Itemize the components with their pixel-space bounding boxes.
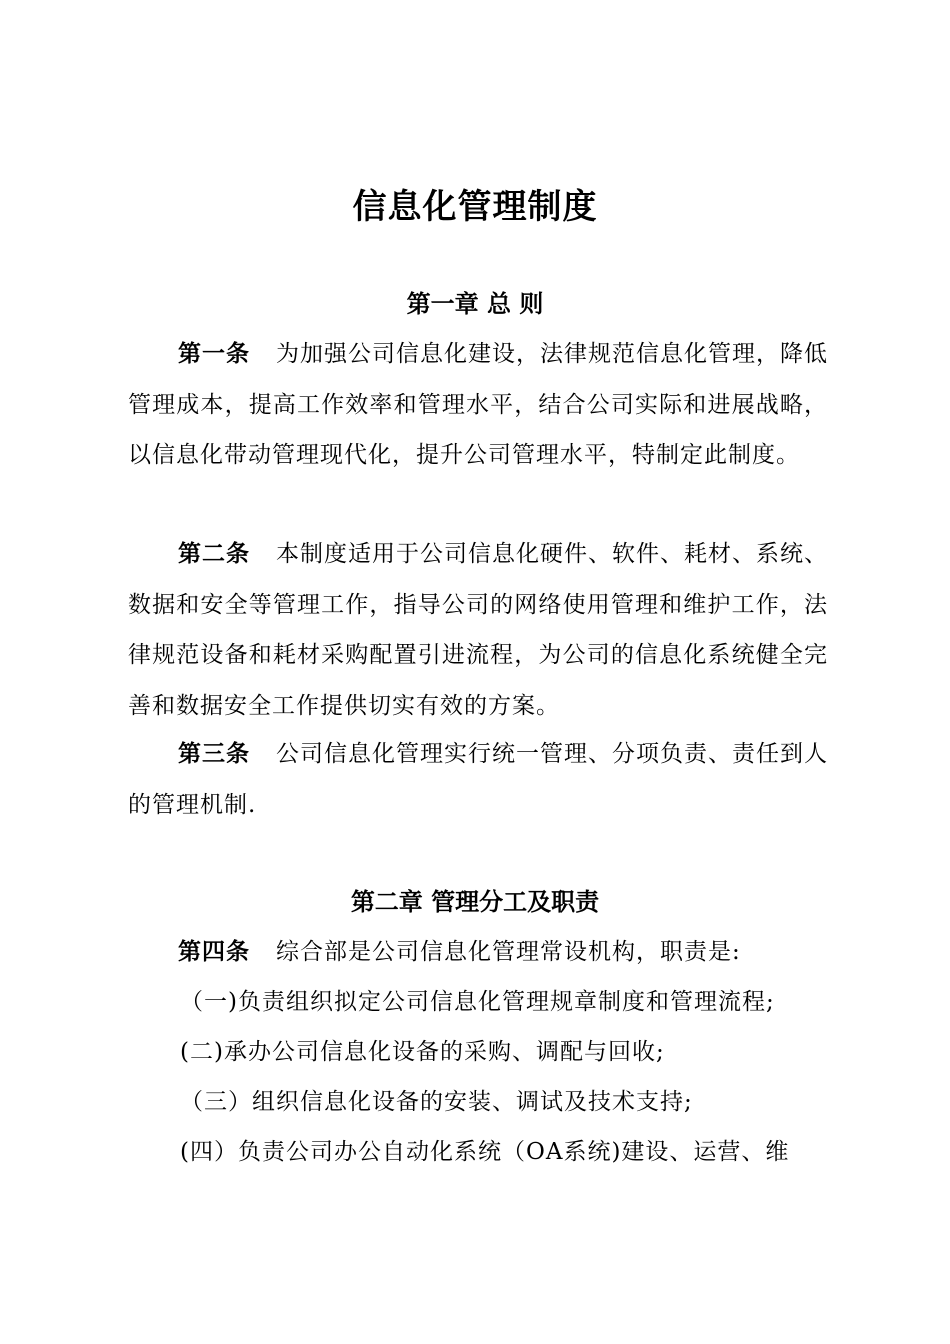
- article-text: 本制度适用于公司信息化硬件、软件、耗材、系统、数据和安全等管理工作，指导公司的网络使用管理和维护工作，法律规范设备和耗材采购配置引进流程，为公司的信息化系统健全完善和数据安全工作提供切实有效的方案。: [128, 541, 828, 719]
- article-label: 第二条: [178, 541, 250, 567]
- article-4: [128, 927, 828, 978]
- article-2: [128, 529, 828, 731]
- chapter-heading-2: 第二章 管理分工及职责: [350, 888, 600, 916]
- list-item: （一)负责组织拟定公司信息化管理规章制度和管理流程;: [180, 989, 775, 1015]
- list-item: (二)承办公司信息化设备的采购、调配与回收;: [180, 1039, 665, 1065]
- article-1: [128, 329, 828, 481]
- article-text: 为加强公司信息化建设，法律规范信息化管理，降低管理成本，提高工作效率和管理水平，结合公司实际和进展战略，以信息化带动管理现代化，提升公司管理水平，特制定此制度。: [128, 341, 828, 468]
- article-label: 第一条: [178, 341, 250, 367]
- article-3: [128, 729, 828, 830]
- article-text: 公司信息化管理实行统一管理、分项负责、责任到人的管理机制.: [128, 741, 828, 818]
- list-item: (四）负责公司办公自动化系统（OA系统)建设、运营、维: [180, 1139, 790, 1165]
- article-text: 综合部是公司信息化管理常设机构，职责是:: [276, 939, 741, 965]
- list-item: （三）组织信息化设备的安装、调试及技术支持;: [180, 1089, 693, 1115]
- chapter-heading-1: 第一章 总 则: [406, 290, 544, 318]
- document-title: 信息化管理制度: [352, 187, 598, 227]
- article-label: 第四条: [178, 939, 250, 965]
- article-label: 第三条: [178, 741, 250, 767]
